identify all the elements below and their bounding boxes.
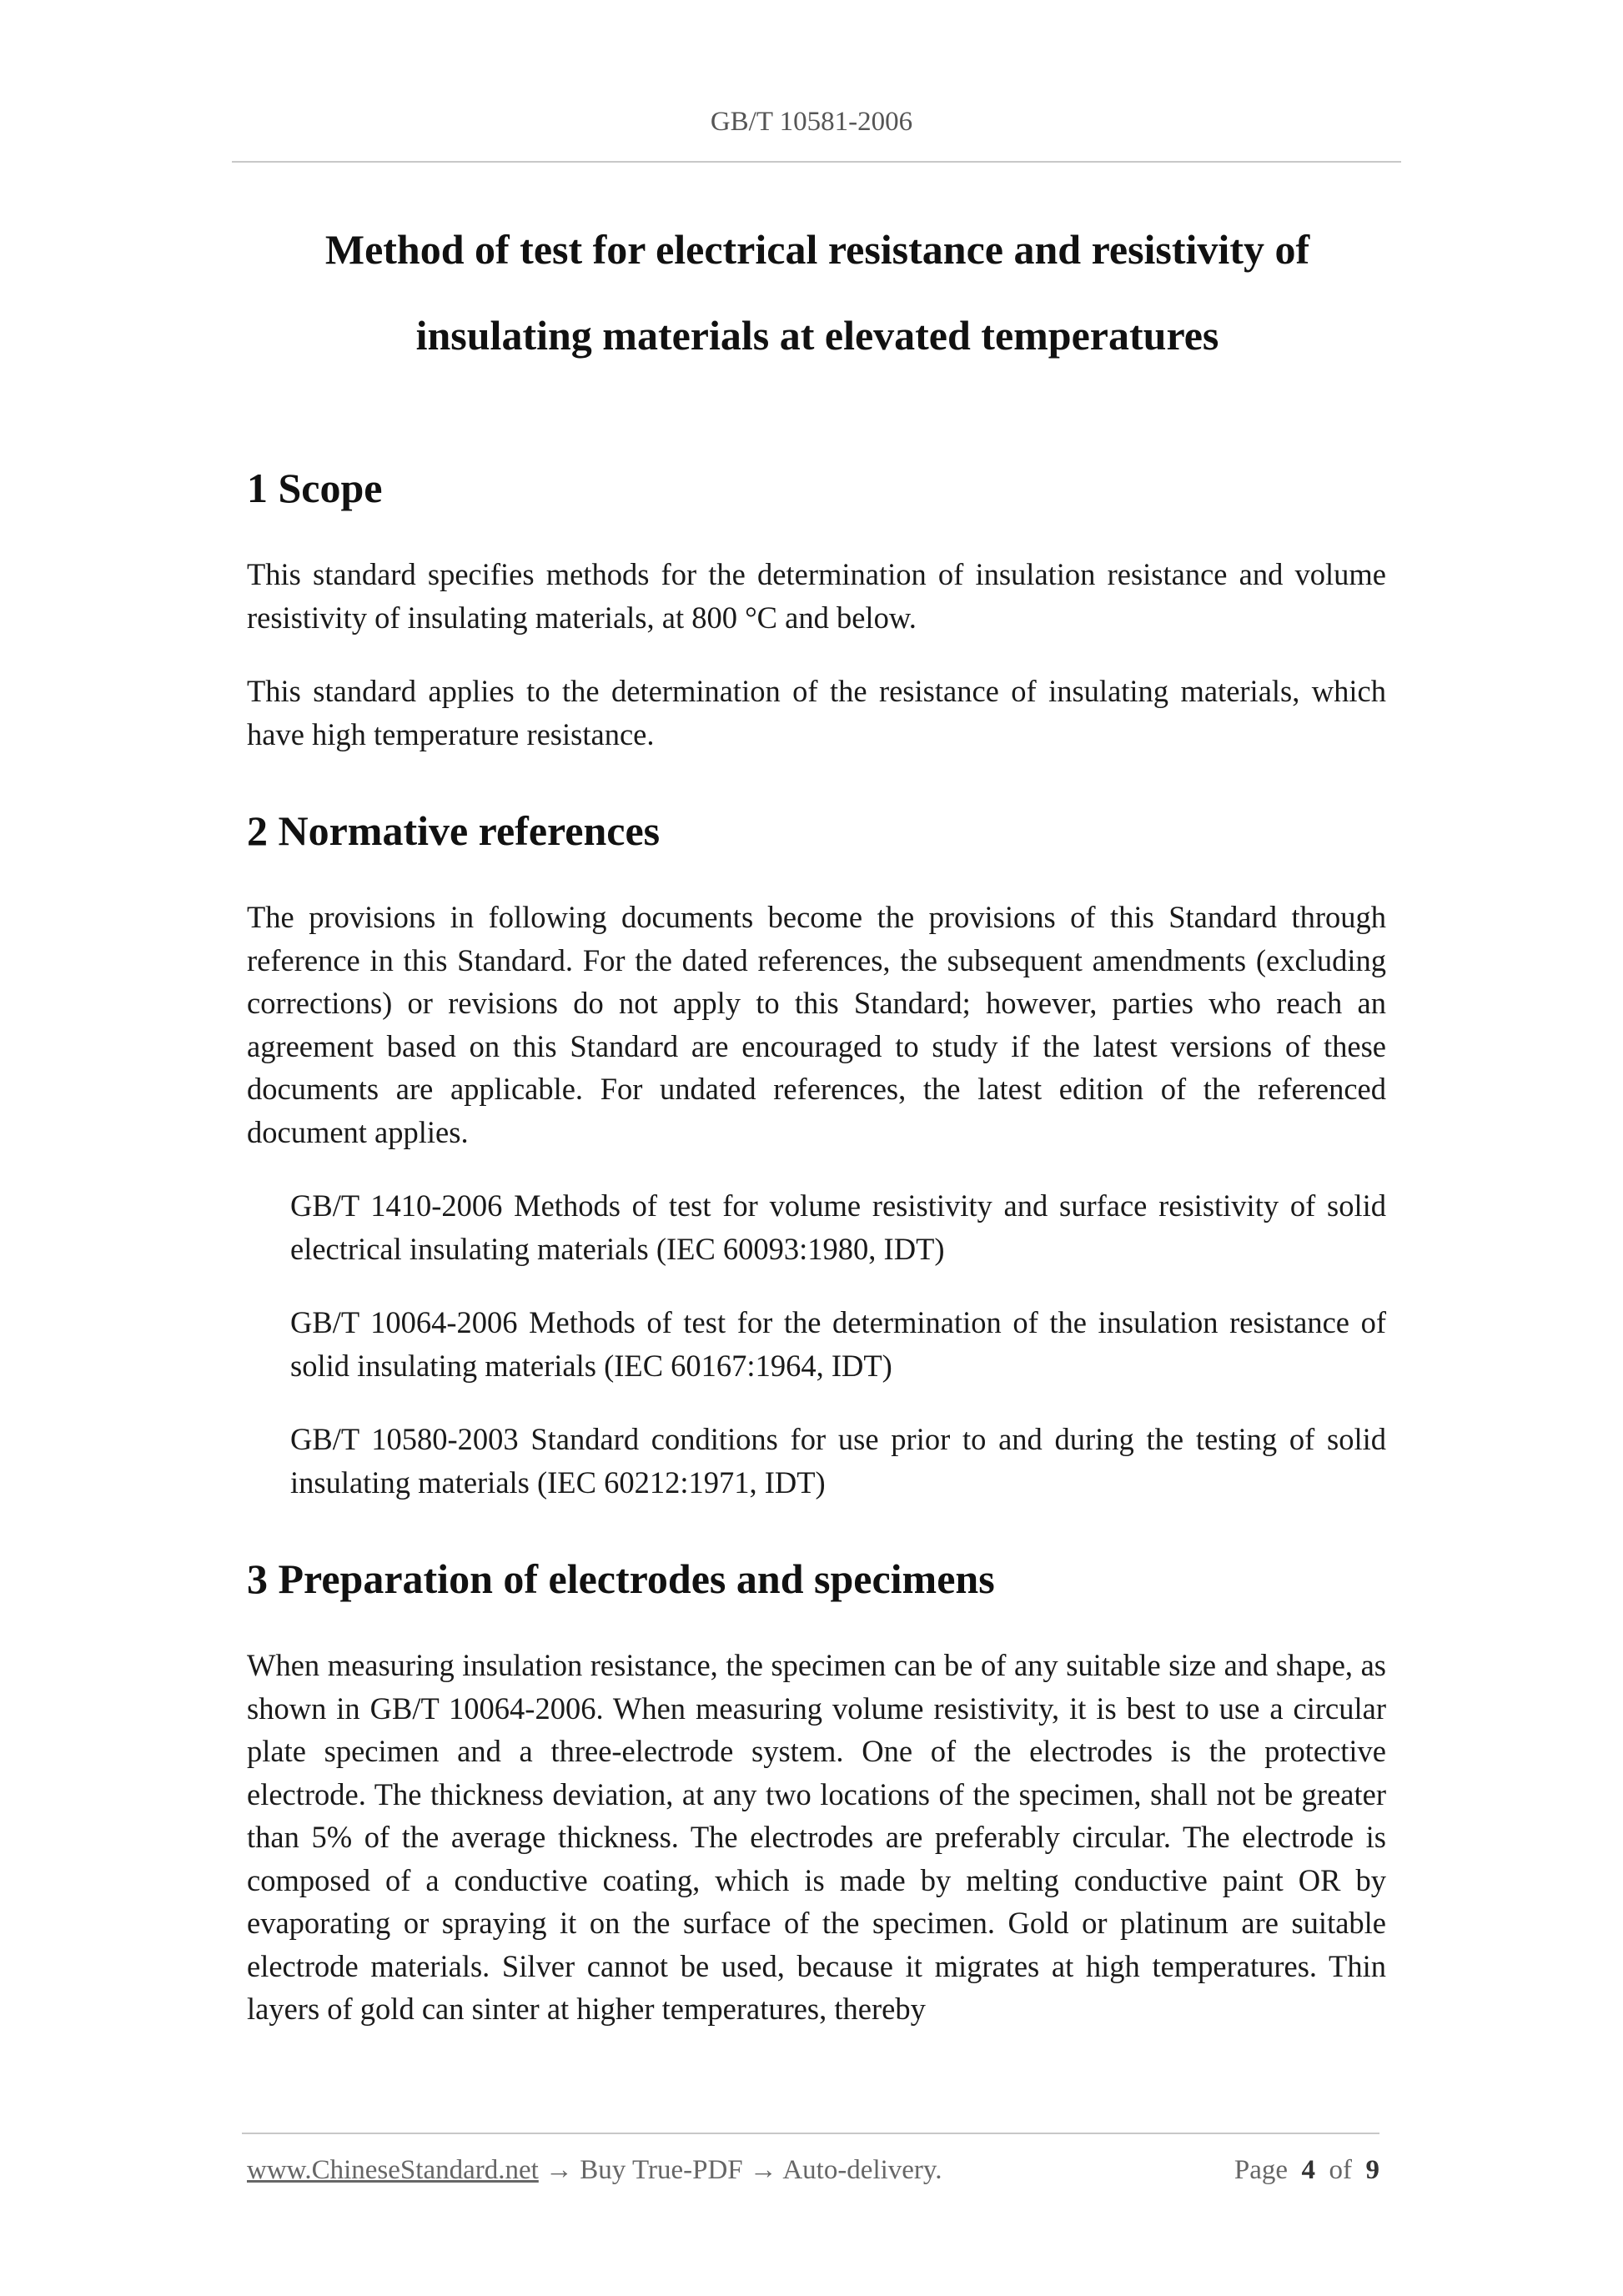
page-label: Page — [1234, 2155, 1288, 2185]
of-label: of — [1329, 2155, 1352, 2185]
chinesestandard-link[interactable]: www.ChineseStandard.net — [247, 2155, 539, 2185]
document-body — [247, 463, 1386, 2062]
footer-promo — [247, 2155, 942, 2186]
arrow-right-icon: → — [749, 2155, 777, 2185]
current-page-number: 4 — [1301, 2155, 1315, 2185]
running-header: GB/T 10581-2006 — [710, 107, 913, 137]
header-divider — [232, 161, 1401, 163]
page-indicator — [1234, 2155, 1379, 2186]
arrow-right-icon: → — [545, 2155, 574, 2185]
buy-true-pdf-text: Buy True-PDF — [580, 2155, 743, 2185]
scope-paragraph-2: This standard applies to the determination of the resistance of insulating materials, which have high temperature resistance. — [247, 674, 1386, 751]
section-heading-normative-references: 2 Normative references — [247, 807, 661, 854]
document-title — [217, 207, 1418, 379]
normative-references-intro: The provisions in following documents become the provisions of this Standard through reference in this Standard. For the dated references, the subsequent amendments (excluding corrections) or revisions do not apply to this Standard; however, parties who reach an agreement based on this Standard are encouraged to study if the latest versions of these documents are applicable. For undated references, the latest edition of the referenced document applies. — [247, 900, 1386, 1149]
reference-item: GB/T 1410-2006 Methods of test for volume resistivity and surface resistivity of solid electrical insulating materials (IEC 60093:1980, IDT) — [290, 1188, 1386, 1266]
section-heading-scope: 1 Scope — [247, 465, 383, 511]
document-title-line-2: insulating materials at elevated temperatures — [415, 312, 1219, 359]
footer-divider — [242, 2133, 1379, 2134]
total-page-count: 9 — [1365, 2155, 1379, 2185]
document-title-line-1: Method of test for electrical resistance and resistivity of — [324, 226, 1310, 273]
scope-paragraph-1: This standard specifies methods for the determination of insulation resistance and volume resistivity of insulating materials, at 800 °C and below. — [247, 557, 1386, 635]
reference-item: GB/T 10064-2006 Methods of test for the determination of the insulation resistance of solid insulating materials (IEC 60167:1964, IDT) — [290, 1305, 1386, 1383]
preparation-paragraph-1: When measuring insulation resistance, the specimen can be of any suitable size and shape, as shown in GB/T 10064-2006. When measuring volume resistivity, it is best to use a circular plate specimen and a three-electrode system. One of the electrodes is the protective electrode. The thickness deviation, at any two locations of the specimen, shall not be greater than 5% of the average thickness. The electrodes are preferably circular. The electrode is composed of a conductive coating, which is made by melting conductive paint OR by evaporating or spraying it on the surface of the specimen. Gold or platinum are suitable electrode materials. Silver cannot be used, because it migrates at high temperatures. Thin layers of gold can sinter at higher temperatures, thereby — [247, 1648, 1386, 2026]
auto-delivery-text: Auto-delivery. — [782, 2155, 942, 2185]
reference-item: GB/T 10580-2003 Standard conditions for use prior to and during the testing of solid insulating materials (IEC 60212:1971, IDT) — [290, 1422, 1386, 1500]
section-heading-preparation: 3 Preparation of electrodes and specimens — [247, 1555, 995, 1602]
